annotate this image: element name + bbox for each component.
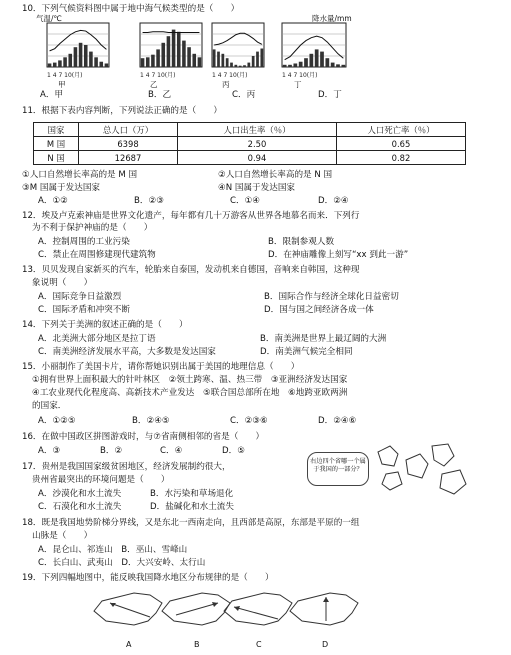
q17-line-2: 贵州省最突出的环境问题是（ ） bbox=[32, 475, 170, 485]
rainfall-bar bbox=[299, 62, 303, 67]
q10-opt-d: D．丁 bbox=[318, 90, 342, 100]
rainfall-bar bbox=[213, 49, 216, 67]
table-cell: 12687 bbox=[79, 151, 178, 165]
map-label-a: A bbox=[126, 640, 132, 649]
rainfall-bar bbox=[79, 43, 83, 67]
climate-chart-c-svg bbox=[200, 17, 270, 79]
q12-opt-a: A．控制周围的工业污染 bbox=[38, 237, 130, 247]
q19-stem: 19．下列四幅地图中，能反映我国降水地区分布规律的是（ ） bbox=[22, 573, 274, 583]
q11-statement-1: ①人口自然增长率高的是 M 国 bbox=[22, 170, 138, 180]
q11-opt-b: B．②③ bbox=[134, 196, 164, 206]
q14-opt-d: D．南美洲气候完全相同 bbox=[260, 347, 353, 357]
rainfall-bar bbox=[146, 57, 150, 67]
rainfall-bar bbox=[293, 63, 297, 67]
q17-opt-d: D．盐碱化和水土流失 bbox=[150, 502, 234, 512]
rainfall-bar bbox=[341, 65, 345, 67]
rainfall-bar bbox=[239, 66, 242, 67]
rainfall-bar bbox=[99, 62, 103, 67]
rainfall-bar bbox=[234, 65, 237, 67]
rainfall-bar bbox=[156, 49, 160, 67]
q14-opt-c: C．南美洲经济发展水平高，大多数是发达国家 bbox=[38, 347, 216, 357]
chart-xtick-labels: 1 4 7 10(月) bbox=[212, 72, 248, 79]
rainfall-bar bbox=[283, 65, 287, 67]
table-cell: 0.82 bbox=[337, 151, 466, 165]
q17-opt-a: A．沙漠化和水土流失 bbox=[38, 489, 122, 499]
rainfall-bar bbox=[74, 47, 78, 67]
rainfall-bar bbox=[315, 49, 319, 67]
rainfall-bar bbox=[226, 58, 229, 67]
q17-opt-c: C．石漠化和水土流失 bbox=[38, 502, 122, 512]
q11-statement-3: ③M 国属于发达国家 bbox=[22, 183, 101, 193]
q15-line-4: 的国家． bbox=[32, 401, 67, 411]
chart-xtick-labels: 1 4 7 10(月) bbox=[47, 72, 83, 79]
q11-opt-c: C．①④ bbox=[230, 196, 261, 206]
table-cell: 6398 bbox=[79, 137, 178, 151]
climate-chart-b bbox=[128, 17, 208, 79]
map-label-b: B bbox=[194, 640, 200, 649]
q14-opt-a: A．北美洲大部分地区是拉丁语 bbox=[38, 334, 156, 344]
chart-d-axis-label: 降水量/mm bbox=[312, 14, 352, 23]
q12-opt-d: D．在神庙雕像上刻写“xx 到此一游” bbox=[268, 250, 409, 260]
climate-chart-a-svg bbox=[35, 17, 115, 79]
table-cell: N 国 bbox=[34, 151, 79, 165]
q10-stem: 10．下列气候资料图中属于地中海气候类型的是（ ） bbox=[22, 4, 240, 14]
chart-xtick-labels: 1 4 7 10(月) bbox=[140, 72, 176, 79]
q18-line-2: 山脉是（ ） bbox=[32, 531, 93, 541]
temperature-line bbox=[50, 30, 107, 51]
q12-opt-b: B．限制参观人数 bbox=[268, 237, 335, 247]
rainfall-bar bbox=[58, 60, 62, 67]
rainfall-bar bbox=[221, 54, 224, 67]
q13-opt-a: A．国际竞争日益激烈 bbox=[38, 292, 122, 302]
temperature-line bbox=[143, 32, 200, 33]
temperature-line bbox=[214, 33, 262, 45]
map-label-d: D bbox=[322, 640, 329, 649]
chart-a-axis-label: 气温/℃ bbox=[36, 14, 62, 23]
china-map-a bbox=[90, 589, 168, 631]
q13-line-1: 13．贝贝发现自家新买的汽车，轮胎来自泰国，发动机来自德国，音响来自韩国，这种现 bbox=[22, 265, 360, 275]
rainfall-bar bbox=[304, 58, 308, 67]
q16-stem: 16．在做中国政区拼图游戏时，与⑦省南侧相邻的省是（ ） bbox=[22, 432, 265, 442]
q12-line-1: 12．埃及卢克索神庙是世界文化遗产，每年都有几十万游客从世界各地慕名而来．下列行 bbox=[22, 211, 360, 221]
rainfall-bar bbox=[53, 63, 57, 67]
q13-opt-b: B．国际合作与经济全球化日益密切 bbox=[264, 292, 399, 302]
chart-a-label: 甲 bbox=[58, 80, 66, 89]
chart-b-label: 乙 bbox=[150, 80, 158, 89]
chart-c-label: 丙 bbox=[222, 80, 230, 89]
q18-line-1: 18．既是我国地势阶梯分界线，又是东北一西南走向，且西部是高原，东部是平原的一组 bbox=[22, 518, 360, 528]
rainfall-bar bbox=[243, 65, 246, 67]
rainfall-bar bbox=[182, 41, 186, 67]
q13-opt-d: D．国与国之间经济各成一体 bbox=[264, 305, 374, 315]
table-header: 人口死亡率（％） bbox=[337, 123, 466, 137]
climate-chart-d bbox=[270, 17, 352, 79]
rainfall-bar bbox=[161, 43, 165, 67]
q16-opt-a: A．③ bbox=[38, 446, 61, 456]
q14-opt-b: B．南美洲是世界上最辽阔的大洲 bbox=[260, 334, 387, 344]
q15-opt-d: D．②④⑥ bbox=[318, 416, 357, 426]
rainfall-bar bbox=[230, 63, 233, 67]
table-cell: 2.50 bbox=[178, 137, 337, 151]
q17-opt-b: B．水污染和草场退化 bbox=[150, 489, 234, 499]
rainfall-bar bbox=[141, 58, 145, 67]
rainfall-bar bbox=[89, 52, 93, 67]
q16-opt-b: B．② bbox=[100, 446, 123, 456]
climate-chart-b-svg bbox=[128, 17, 208, 79]
china-map-d bbox=[286, 589, 364, 631]
rainfall-bar bbox=[94, 57, 98, 67]
q18-opt-cd: C．长白山、武夷山 D．大兴安岭、太行山 bbox=[38, 558, 206, 568]
rainfall-bar bbox=[256, 52, 259, 67]
q15-line-1: 15．小丽制作了美国卡片，请你帮她识别出属于美国的地理信息（ ） bbox=[22, 362, 300, 372]
climate-chart-c bbox=[200, 17, 270, 79]
q15-opt-a: A．①②⑤ bbox=[38, 416, 76, 426]
q10-opt-c: C．丙 bbox=[232, 90, 256, 100]
rainfall-bar bbox=[217, 52, 220, 67]
rainfall-bar bbox=[336, 64, 340, 67]
q16-opt-c: C．④ bbox=[160, 446, 183, 456]
q15-line-3: ④工农业现代化程度高、高新技术产业发达 ⑤联合国总部所在地 ⑥地跨亚欧两洲 bbox=[32, 388, 348, 398]
rainfall-bar bbox=[309, 54, 313, 67]
climate-chart-a bbox=[35, 17, 115, 79]
rainfall-bar bbox=[320, 52, 324, 67]
table-cell: M 国 bbox=[34, 137, 79, 151]
table-header-row bbox=[34, 123, 466, 137]
q11-stem: 11．根据下表内容判断，下列说法正确的是（ ） bbox=[22, 106, 222, 116]
q12-opt-c: C．禁止在周围修建现代建筑物 bbox=[38, 250, 156, 260]
q11-statement-2: ②人口自然增长率高的是 N 国 bbox=[218, 170, 333, 180]
table-row bbox=[34, 137, 466, 151]
rainfall-bar bbox=[48, 63, 52, 67]
rainfall-bar bbox=[331, 63, 335, 67]
rainfall-bar bbox=[84, 45, 88, 67]
q16-opt-d: D．⑤ bbox=[222, 446, 245, 456]
q15-opt-c: C．②③⑥ bbox=[230, 416, 268, 426]
chart-xtick-labels: 1 4 7 10(月) bbox=[282, 72, 318, 79]
q11-opt-d: D．②④ bbox=[318, 196, 349, 206]
rainfall-bar bbox=[325, 58, 329, 67]
population-table bbox=[33, 122, 466, 165]
rainfall-bar bbox=[247, 63, 250, 67]
rainfall-bar bbox=[252, 56, 255, 67]
rainfall-bar bbox=[187, 47, 191, 67]
rainfall-bar bbox=[105, 63, 109, 67]
rainfall-bar bbox=[68, 54, 72, 67]
q17-line-1: 17．贵州是我国国家级贫困地区，经济发展制约很大， bbox=[22, 462, 231, 472]
puzzle-bubble: 右边四个省哪一个属于我国的一部分？ bbox=[307, 452, 369, 486]
table-header: 总人口（万） bbox=[79, 123, 178, 137]
table-row bbox=[34, 151, 466, 165]
rainfall-bar bbox=[260, 49, 263, 67]
rainfall-bar bbox=[192, 54, 196, 67]
rainfall-bar bbox=[167, 36, 171, 67]
rainfall-bar bbox=[151, 55, 155, 67]
q13-line-2: 象说明（ ） bbox=[32, 278, 93, 288]
climate-chart-d-svg bbox=[270, 17, 352, 79]
table-header: 人口出生率（％） bbox=[178, 123, 337, 137]
table-header: 国家 bbox=[34, 123, 79, 137]
q15-opt-b: B．②④⑤ bbox=[132, 416, 170, 426]
q15-line-2: ①拥有世界上面积最大的针叶林区 ②领土跨寒、温、热三带 ③亚洲经济发达国家 bbox=[32, 375, 348, 385]
table-cell: 0.94 bbox=[178, 151, 337, 165]
q10-opt-a: A．甲 bbox=[40, 90, 64, 100]
rainfall-bar bbox=[63, 57, 67, 67]
q12-line-2: 为不利于保护神庙的是（ ） bbox=[32, 223, 153, 233]
rainfall-bar bbox=[172, 30, 176, 67]
table-cell: 0.65 bbox=[337, 137, 466, 151]
rainfall-bar bbox=[177, 32, 181, 67]
q11-statement-4: ④N 国属于发达国家 bbox=[218, 183, 296, 193]
map-label-c: C bbox=[256, 640, 262, 649]
province-puzzle-figure bbox=[372, 440, 472, 498]
q18-opt-ab: A．昆仑山、祁连山 B．巫山、雪峰山 bbox=[38, 545, 188, 555]
chart-d-label: 丁 bbox=[294, 80, 302, 89]
q13-opt-c: C．国际矛盾和冲突不断 bbox=[38, 305, 130, 315]
q10-opt-b: B．乙 bbox=[148, 90, 172, 100]
q11-opt-a: A．①② bbox=[38, 196, 68, 206]
rainfall-bar bbox=[288, 65, 292, 67]
q14-stem: 14．下列关于美洲的叙述正确的是（ ） bbox=[22, 320, 188, 330]
